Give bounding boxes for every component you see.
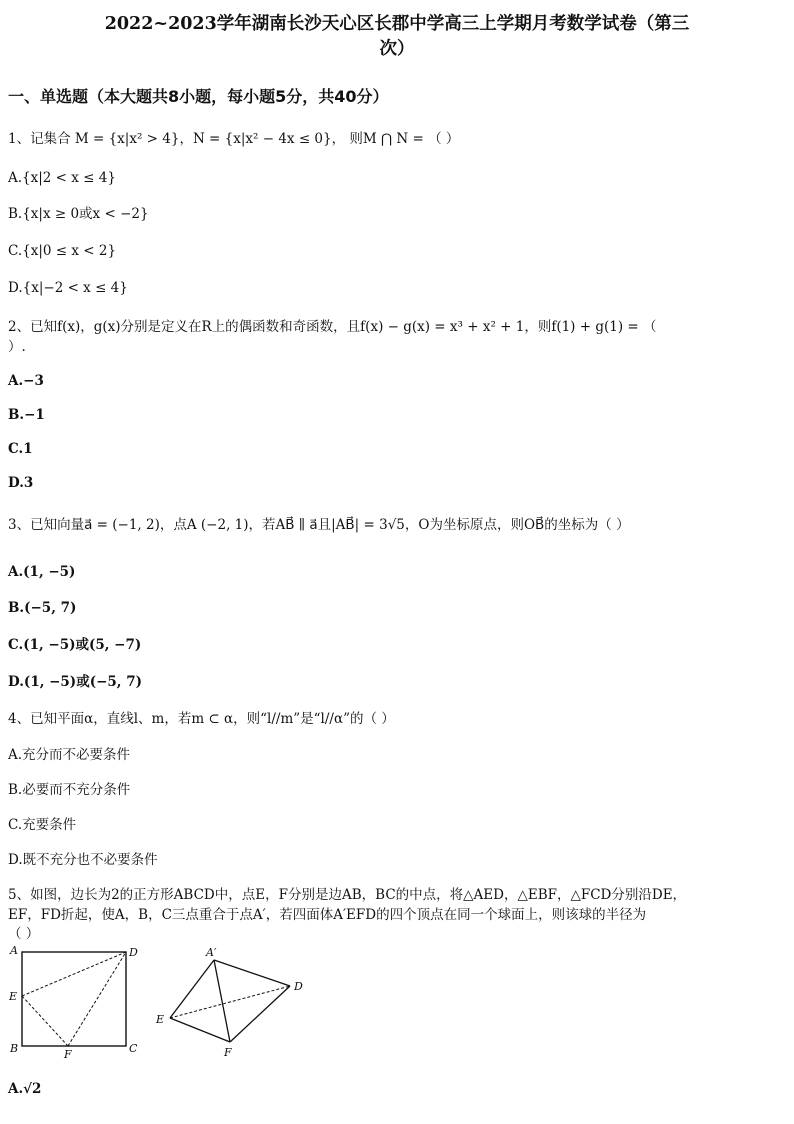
edge-E-F xyxy=(170,1018,230,1042)
q5-stem-line-3: （ ） xyxy=(8,926,40,942)
q4-option-d: D.既不充分也不必要条件 xyxy=(8,852,158,868)
edge-A-D xyxy=(214,960,290,986)
square-outline xyxy=(22,952,126,1046)
label-C: C xyxy=(129,1042,138,1055)
label-F: F xyxy=(224,1046,232,1059)
q3-option-d: D.(1, −5)或(−5, 7) xyxy=(8,674,142,690)
exam-title xyxy=(0,12,794,62)
q5-stem-line-1: 5、如图，边长为2的正方形ABCD中，点E，F分别是边AB，BC的中点，将△AED，△EBF，△FCD分别沿DE， xyxy=(8,887,687,903)
label-E: E xyxy=(9,990,18,1003)
q1-option-c: C.{x|0 ≤ x < 2} xyxy=(8,243,117,259)
label-B: B xyxy=(10,1042,19,1055)
q3-option-b: B.(−5, 7) xyxy=(8,600,77,616)
figure-square xyxy=(6,942,146,1062)
label-A-prime: A′ xyxy=(206,946,217,959)
q1-option-a: A.{x|2 < x ≤ 4} xyxy=(8,170,116,186)
q4-option-a: A.充分而不必要条件 xyxy=(8,747,131,763)
q2-stem-line-1: 2、已知f(x)，g(x)分别是定义在R上的偶函数和奇函数，且f(x) − g(x) = x³ + x² + 1，则f(1) + g(1) = （ xyxy=(8,319,657,335)
q4-option-c: C.充要条件 xyxy=(8,817,77,833)
fold-line-ED xyxy=(22,952,126,996)
title-line-2: 次） xyxy=(379,39,415,59)
q2-option-d: D.3 xyxy=(8,475,34,491)
edge-A-E xyxy=(170,960,214,1018)
q1-stem: 1、记集合 M = {x|x² > 4}，N = {x|x² − 4x ≤ 0}， 则M ⋂ N = （ ） xyxy=(8,131,460,147)
q4-stem: 4、已知平面α，直线l、m，若m ⊂ α，则“l//m”是“l//α”的（ ） xyxy=(8,711,395,727)
q2-stem-line-2: ）. xyxy=(8,339,26,355)
q3-stem: 3、已知向量a⃗ = (−1, 2)，点A (−2, 1)，若AB⃗ ∥ a⃗且|AB⃗| = 3√5，O为坐标原点，则OB⃗的坐标为（ ） xyxy=(8,517,630,533)
title-line-1: 2022~2023学年湖南长沙天心区长郡中学高三上学期月考数学试卷（第三 xyxy=(104,14,690,34)
q5-stem-line-2: EF，FD折起，使A，B，C三点重合于点A′，若四面体A′EFD的四个顶点在同一个球面上，则该球的半径为 xyxy=(8,907,647,923)
edge-A-F xyxy=(214,960,230,1042)
q5-option-a: A.√2 xyxy=(8,1081,42,1097)
label-F: F xyxy=(64,1048,72,1061)
q2-option-c: C.1 xyxy=(8,441,33,457)
fold-line-EF xyxy=(22,996,68,1046)
fold-line-FD xyxy=(68,952,126,1046)
figure-tetrahedron xyxy=(150,942,320,1064)
section-heading: 一、单选题（本大题共8小题，每小题5分，共40分） xyxy=(8,87,389,106)
label-D: D xyxy=(129,946,138,959)
q2-option-a: A.−3 xyxy=(8,373,44,389)
edge-F-D xyxy=(230,986,290,1042)
q4-option-b: B.必要而不充分条件 xyxy=(8,782,131,798)
q3-option-a: A.(1, −5) xyxy=(8,564,76,580)
q3-option-c: C.(1, −5)或(5, −7) xyxy=(8,637,142,653)
label-D: D xyxy=(294,980,303,993)
label-A: A xyxy=(10,944,18,957)
q1-option-b: B.{x|x ≥ 0或x < −2} xyxy=(8,206,149,222)
q2-option-b: B.−1 xyxy=(8,407,45,423)
q1-option-d: D.{x|−2 < x ≤ 4} xyxy=(8,280,128,296)
label-E: E xyxy=(156,1013,165,1026)
